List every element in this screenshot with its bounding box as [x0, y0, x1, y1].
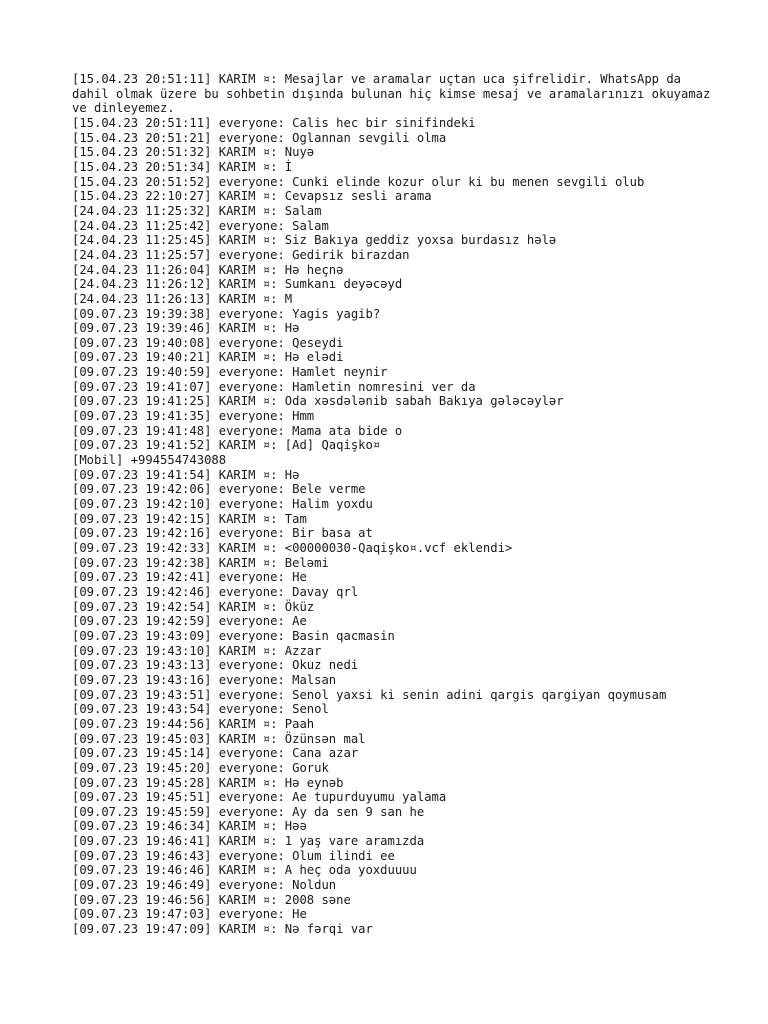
chat-message-line: [09.07.23 19:42:41] everyone: He: [72, 570, 307, 585]
chat-message-line: [09.07.23 19:45:03] KARIM ¤: Özünsən mal: [72, 731, 366, 746]
chat-message-line: [09.07.23 19:43:10] KARIM ¤: Azzar: [72, 643, 322, 658]
chat-message-line: [09.07.23 19:42:46] everyone: Davay qrl: [72, 584, 359, 599]
chat-message-line: [09.07.23 19:43:51] everyone: Senol yaxsi ki senin adini qargis qargiyan qoymusam: [72, 687, 667, 702]
chat-message-line: [15.04.23 20:51:32] KARIM ¤: Nuyə: [72, 145, 315, 160]
chat-message-line: [09.07.23 19:40:21] KARIM ¤: Hə elədi: [72, 350, 344, 365]
chat-message-line: [09.07.23 19:41:07] everyone: Hamletin nomresini ver da: [72, 379, 476, 394]
chat-message-line: [24.04.23 11:25:42] everyone: Salam: [72, 218, 329, 233]
chat-message-line: [09.07.23 19:42:38] KARIM ¤: Beləmi: [72, 555, 329, 570]
chat-message-line: [09.07.23 19:47:09] KARIM ¤: Nə fərqi var: [72, 922, 373, 937]
chat-message-line: [09.07.23 19:46:49] everyone: Noldun: [72, 878, 337, 893]
chat-message-line: [24.04.23 11:26:12] KARIM ¤: Sumkanı deyəcəyd: [72, 277, 403, 292]
chat-message-line: [09.07.23 19:42:59] everyone: Ae: [72, 614, 307, 629]
chat-message-line: [15.04.23 20:51:11] everyone: Calis hec bir sinifindeki: [72, 115, 476, 130]
chat-message-line: [24.04.23 11:25:32] KARIM ¤: Salam: [72, 203, 322, 218]
chat-message-line: [15.04.23 20:51:34] KARIM ¤: İ: [72, 159, 293, 174]
chat-message-line: [09.07.23 19:46:46] KARIM ¤: A heç oda yoxduuuu: [72, 863, 417, 878]
chat-message-line: [09.07.23 19:40:08] everyone: Qeseydi: [72, 335, 344, 350]
chat-message-line: [09.07.23 19:41:48] everyone: Mama ata bide o: [72, 423, 403, 438]
chat-message-line: [15.04.23 22:10:27] KARIM ¤: Cevapsız sesli arama: [72, 189, 432, 204]
chat-message-line: [09.07.23 19:43:13] everyone: Okuz nedi: [72, 658, 359, 673]
chat-message-line: [09.07.23 19:43:54] everyone: Senol: [72, 702, 329, 717]
chat-message-line: [09.07.23 19:46:43] everyone: Olum ilindi ee: [72, 848, 395, 863]
message-list: [72, 116, 712, 937]
chat-message-line: [09.07.23 19:39:46] KARIM ¤: Hə: [72, 321, 300, 336]
chat-message-line: [09.07.23 19:39:38] everyone: Yagis yagib?: [72, 306, 381, 321]
chat-message-line: [24.04.23 11:25:57] everyone: Gedirik birazdan: [72, 247, 410, 262]
chat-message-line: [09.07.23 19:45:59] everyone: Ay da sen 9 san he: [72, 804, 425, 819]
chat-message-line: [24.04.23 11:26:04] KARIM ¤: Hə heçnə: [72, 262, 344, 277]
chat-message-line: [09.07.23 19:41:35] everyone: Hmm: [72, 409, 315, 424]
chat-message-line: [09.07.23 19:47:03] everyone: He: [72, 907, 307, 922]
chat-message-line: [09.07.23 19:41:25] KARIM ¤: Oda xəsdələnib sabah Bakıya gələcəylər: [72, 394, 564, 409]
chat-message-line: [09.07.23 19:45:28] KARIM ¤: Hə eynəb: [72, 775, 344, 790]
chat-message-line: [09.07.23 19:44:56] KARIM ¤: Paah: [72, 716, 315, 731]
chat-message-line: [09.07.23 19:42:15] KARIM ¤: Tam: [72, 511, 307, 526]
chat-message-line: [09.07.23 19:42:06] everyone: Bele verme: [72, 482, 366, 497]
chat-message-line: [24.04.23 11:26:13] KARIM ¤: M: [72, 291, 293, 306]
chat-message-line: [Mobil] +994554743088: [72, 453, 227, 468]
chat-message-line: [15.04.23 20:51:21] everyone: Oglannan sevgili olma: [72, 130, 447, 145]
chat-message-line: [09.07.23 19:40:59] everyone: Hamlet neynir: [72, 365, 388, 380]
chat-message-line: [09.07.23 19:46:34] KARIM ¤: Həə: [72, 819, 307, 834]
chat-message-line: [09.07.23 19:41:54] KARIM ¤: Hə: [72, 467, 300, 482]
chat-message-line: [09.07.23 19:42:54] KARIM ¤: Öküz: [72, 599, 315, 614]
chat-message-line: [09.07.23 19:41:52] KARIM ¤: [Ad] Qaqişko¤: [72, 438, 381, 453]
chat-message-line: [15.04.23 20:51:52] everyone: Cunki elinde kozur olur ki bu menen sevgili olub: [72, 174, 645, 189]
chat-message-line: [09.07.23 19:46:41] KARIM ¤: 1 yaş vare aramızda: [72, 834, 425, 849]
chat-message-line: [09.07.23 19:43:09] everyone: Basin qacmasin: [72, 628, 395, 643]
chat-message-line: [09.07.23 19:45:14] everyone: Cana azar: [72, 746, 359, 761]
chat-message-line: [09.07.23 19:42:33] KARIM ¤: <00000030-Qaqişko¤.vcf eklendi>: [72, 541, 513, 555]
chat-transcript: [72, 72, 718, 937]
chat-message-line: [09.07.23 19:46:56] KARIM ¤: 2008 səne: [72, 892, 351, 907]
intro-message: [15.04.23 20:51:11] KARIM ¤: Mesajlar ve aramalar uçtan uca şifrelidir. WhatsApp da dahil olmak üzere bu sohbetin dışında bulunan hiç kimse mesaj ve aramalarınızı okuyamaz ve dinleyemez.: [72, 72, 718, 116]
chat-message-line: [09.07.23 19:42:10] everyone: Halim yoxdu: [72, 497, 373, 512]
chat-message-line: [09.07.23 19:45:51] everyone: Ae tupurduyumu yalama: [72, 790, 447, 805]
chat-message-line: [09.07.23 19:42:16] everyone: Bir basa at: [72, 526, 373, 541]
chat-message-line: [09.07.23 19:45:20] everyone: Goruk: [72, 760, 329, 775]
chat-message-line: [09.07.23 19:43:16] everyone: Malsan: [72, 672, 337, 687]
chat-message-line: [24.04.23 11:25:45] KARIM ¤: Siz Bakıya geddiz yoxsa burdasız hələ: [72, 233, 557, 248]
